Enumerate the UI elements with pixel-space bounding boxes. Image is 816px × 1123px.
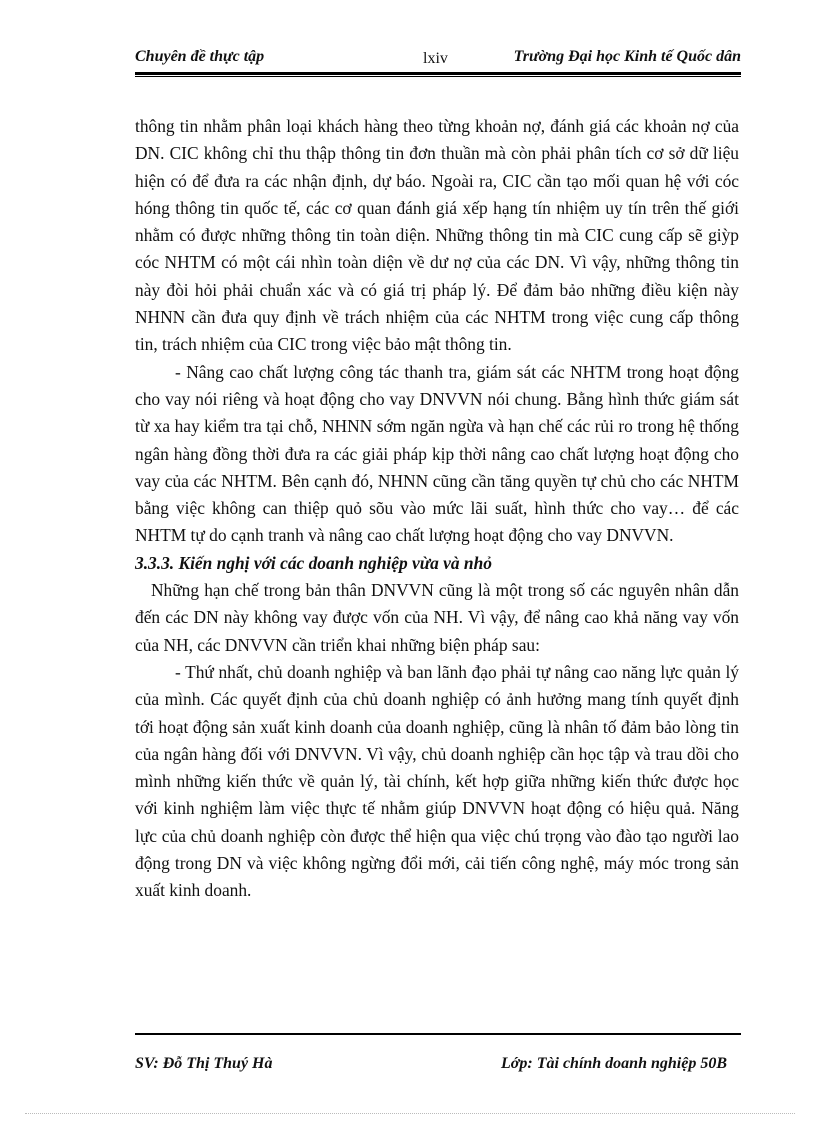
header-rule-thick <box>135 72 741 75</box>
page-bottom-border <box>25 1113 795 1114</box>
footer-student-name: SV: Đỗ Thị Thuý Hà <box>135 1055 273 1072</box>
page-number: lxiv <box>423 50 448 67</box>
paragraph-sme-limits: Những hạn chế trong bản thân DNVVN cũng là một trong số các nguyên nhân dẫn đến các DN này không vay được vốn của NH. Vì vậy, để nâng cao khả năng vay vốn của NH, các DNVVN cần triển khai những biện pháp sau: <box>135 580 739 655</box>
footer-class-name: Lớp: Tài chính doanh nghiệp 50B <box>501 1055 727 1072</box>
page-footer <box>135 1055 741 1079</box>
section-heading: 3.3.3. Kiến nghị với các doanh nghiệp vừa và nhỏ <box>135 552 492 573</box>
document-body <box>135 113 739 905</box>
paragraph-cic-info: thông tin nhằm phân loại khách hàng theo từng khoản nợ, đánh giá các khoản nợ của DN. CIC không chỉ thu thập thông tin đơn thuần mà còn phải phân tích cơ sở dữ liệu hiện có để đưa ra các nhận định, dự báo. Ngoài ra, CIC cần tạo mối quan hệ với cóc hóng thông tin quốc tế, các cơ quan đánh giá xếp hạng tín nhiệm uy tín trên thế giới nhằm có được những thông tin toàn diện. Những thông tin mà CIC cung cấp sẽ giỳp cóc NHTM có một cái nhìn toàn diện về dư nợ của các DN. Vì vậy, những thông tin này đòi hỏi phải chuẩn xác và có giá trị pháp lý. Để đảm bảo những điều kiện này NHNN cần đưa quy định về trách nhiệm của các NHTM trong việc cung cấp thông tin, trách nhiệm của CIC trong việc bảo mật thông tin. <box>135 116 739 355</box>
footer-rule <box>135 1033 741 1035</box>
page-header <box>135 48 741 72</box>
header-rule-thin <box>135 76 741 77</box>
header-university: Trường Đại học Kinh tế Quốc dân <box>513 48 741 65</box>
paragraph-inspection: - Nâng cao chất lượng công tác thanh tra, giám sát các NHTM trong hoạt động cho vay nói riêng và hoạt động cho vay DNVVN nói chung. Bằng hình thức giám sát từ xa hay kiểm tra tại chỗ, NHNN sớm ngăn ngừa và hạn chế các rủi ro trong hệ thống ngân hàng đồng thời đưa ra các giải pháp kịp thời nâng cao chất lượng hoạt động cho vay của các NHTM. Bên cạnh đó, NHNN cũng cần tăng quyền tự chủ cho các NHTM bằng việc không can thiệp quỏ sõu vào mức lãi suất, hình thức cho vay… để các NHTM tự do cạnh tranh và nâng cao chất lượng hoạt động cho vay DNVVN. <box>135 361 739 546</box>
paragraph-management-capacity: - Thứ nhất, chủ doanh nghiệp và ban lãnh đạo phải tự nâng cao năng lực quản lý của mình. Các quyết định của chủ doanh nghiệp có ảnh hưởng mang tính quyết định tới hoạt động sản xuất kinh doanh của doanh nghiệp, cũng là nhân tố đảm bảo lòng tin của ngân hàng đối với DNVVN. Vì vậy, chủ doanh nghiệp cần học tập và trau dồi cho mình những kiến thức về quản lý, tài chính, kết hợp giữa những kiến thức được học với kinh nghiệm làm việc thực tế nhằm giúp DNVVN hoạt động có hiệu quả. Năng lực của chủ doanh nghiệp còn được thể hiện qua việc chú trọng vào đào tạo người lao động trong DN và việc không ngừng đổi mới, cải tiến công nghệ, máy móc trong sản xuất kinh doanh. <box>135 661 739 901</box>
header-course-title: Chuyên đề thực tập <box>135 48 265 65</box>
